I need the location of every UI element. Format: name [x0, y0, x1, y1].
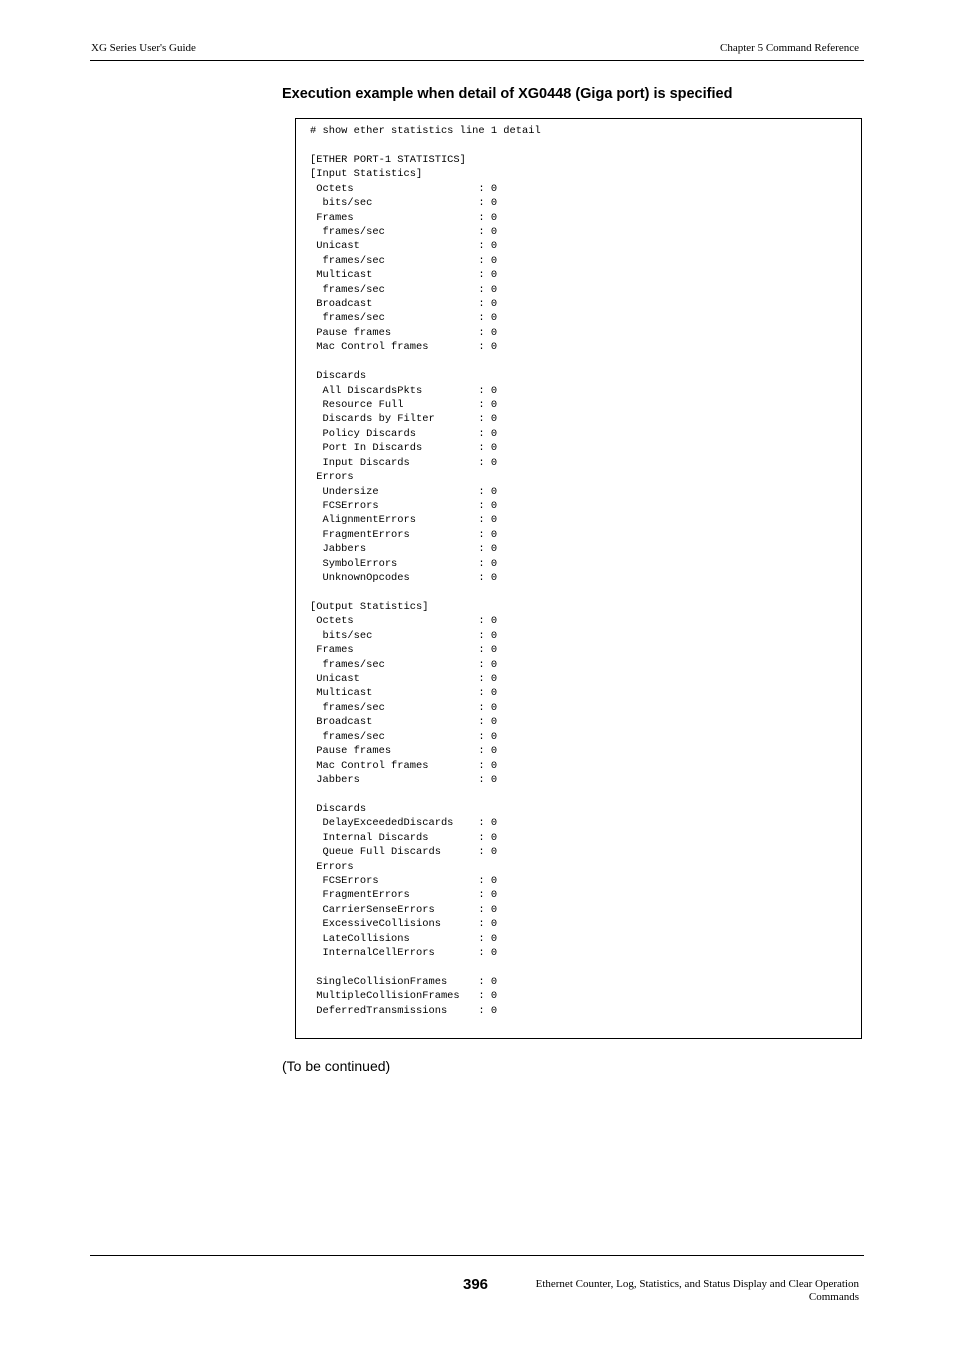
output-line: Discards	[310, 370, 367, 383]
output-line: Broadcast : 0	[310, 716, 498, 729]
command-output-box	[295, 118, 862, 1039]
output-line: Errors	[310, 471, 354, 484]
output-line: Resource Full : 0	[310, 399, 498, 412]
output-line: Policy Discards : 0	[310, 427, 498, 440]
output-line: # show ether statistics line 1 detail	[310, 125, 541, 137]
output-line: AlignmentErrors : 0	[310, 514, 498, 527]
output-line: Discards	[310, 802, 367, 815]
output-line: Pause frames : 0	[310, 745, 498, 758]
output-line: Octets : 0	[310, 182, 498, 195]
output-line: frames/sec : 0	[310, 658, 498, 671]
output-line: CarrierSenseErrors : 0	[310, 903, 498, 916]
output-line: FCSErrors : 0	[310, 874, 498, 887]
output-line: [ETHER PORT-1 STATISTICS]	[310, 153, 466, 166]
footer-section-title	[536, 1278, 859, 1304]
output-line: SingleCollisionFrames : 0	[310, 975, 498, 988]
output-line: All DiscardsPkts : 0	[310, 384, 498, 397]
output-line: Frames : 0	[310, 644, 498, 657]
output-line: DeferredTransmissions : 0	[310, 1004, 498, 1017]
output-line: Port In Discards : 0	[310, 442, 498, 455]
output-line: LateCollisions : 0	[310, 932, 498, 945]
output-line: Internal Discards : 0	[310, 831, 498, 844]
header-chapter-title: Chapter 5 Command Reference	[720, 42, 859, 54]
output-line: FCSErrors : 0	[310, 499, 498, 512]
output-line: ExcessiveCollisions : 0	[310, 918, 498, 931]
header-guide-title: XG Series User's Guide	[91, 42, 196, 54]
output-line: bits/sec : 0	[310, 197, 498, 210]
output-line: Multicast : 0	[310, 269, 498, 282]
output-line: Queue Full Discards : 0	[310, 846, 498, 859]
output-line: FragmentErrors : 0	[310, 889, 498, 902]
output-line: frames/sec : 0	[310, 701, 498, 714]
continued-note: (To be continued)	[282, 1058, 391, 1074]
output-line: Input Discards : 0	[310, 456, 498, 469]
section-title: Execution example when detail of XG0448 (Giga port) is specified	[282, 86, 733, 102]
output-line: [Input Statistics]	[310, 168, 423, 181]
output-line: UnknownOpcodes : 0	[310, 572, 498, 585]
output-line: Octets : 0	[310, 615, 498, 628]
output-line: Discards by Filter : 0	[310, 413, 498, 426]
output-line: frames/sec : 0	[310, 730, 498, 743]
output-line: frames/sec : 0	[310, 312, 498, 325]
header-divider	[90, 60, 864, 61]
output-line: bits/sec : 0	[310, 629, 498, 642]
output-line: MultipleCollisionFrames : 0	[310, 990, 498, 1003]
output-line: Jabbers : 0	[310, 543, 498, 556]
page-number: 396	[463, 1276, 489, 1293]
output-line: Multicast : 0	[310, 687, 498, 700]
output-line: Pause frames : 0	[310, 326, 498, 339]
output-line: FragmentErrors : 0	[310, 528, 498, 541]
output-line: [Output Statistics]	[310, 600, 429, 613]
footer-line-2: Commands	[808, 1291, 859, 1303]
output-line: Mac Control frames : 0	[310, 759, 498, 772]
output-line: DelayExceededDiscards : 0	[310, 817, 498, 830]
command-output-text	[310, 124, 541, 1018]
output-line: Mac Control frames : 0	[310, 341, 498, 354]
output-line: Unicast : 0	[310, 240, 498, 253]
footer-divider	[90, 1255, 864, 1256]
footer-line-1: Ethernet Counter, Log, Statistics, and Status Display and Clear Operation	[535, 1278, 859, 1290]
output-line: InternalCellErrors : 0	[310, 947, 498, 960]
output-line: frames/sec : 0	[310, 225, 498, 238]
output-line: Undersize : 0	[310, 485, 498, 498]
output-line: frames/sec : 0	[310, 254, 498, 267]
output-line: Errors	[310, 860, 354, 873]
output-line: Frames : 0	[310, 211, 498, 224]
output-line: frames/sec : 0	[310, 283, 498, 296]
output-line: Broadcast : 0	[310, 298, 498, 311]
output-line: SymbolErrors : 0	[310, 557, 498, 570]
output-line: Jabbers : 0	[310, 773, 498, 786]
output-line: Unicast : 0	[310, 673, 498, 686]
